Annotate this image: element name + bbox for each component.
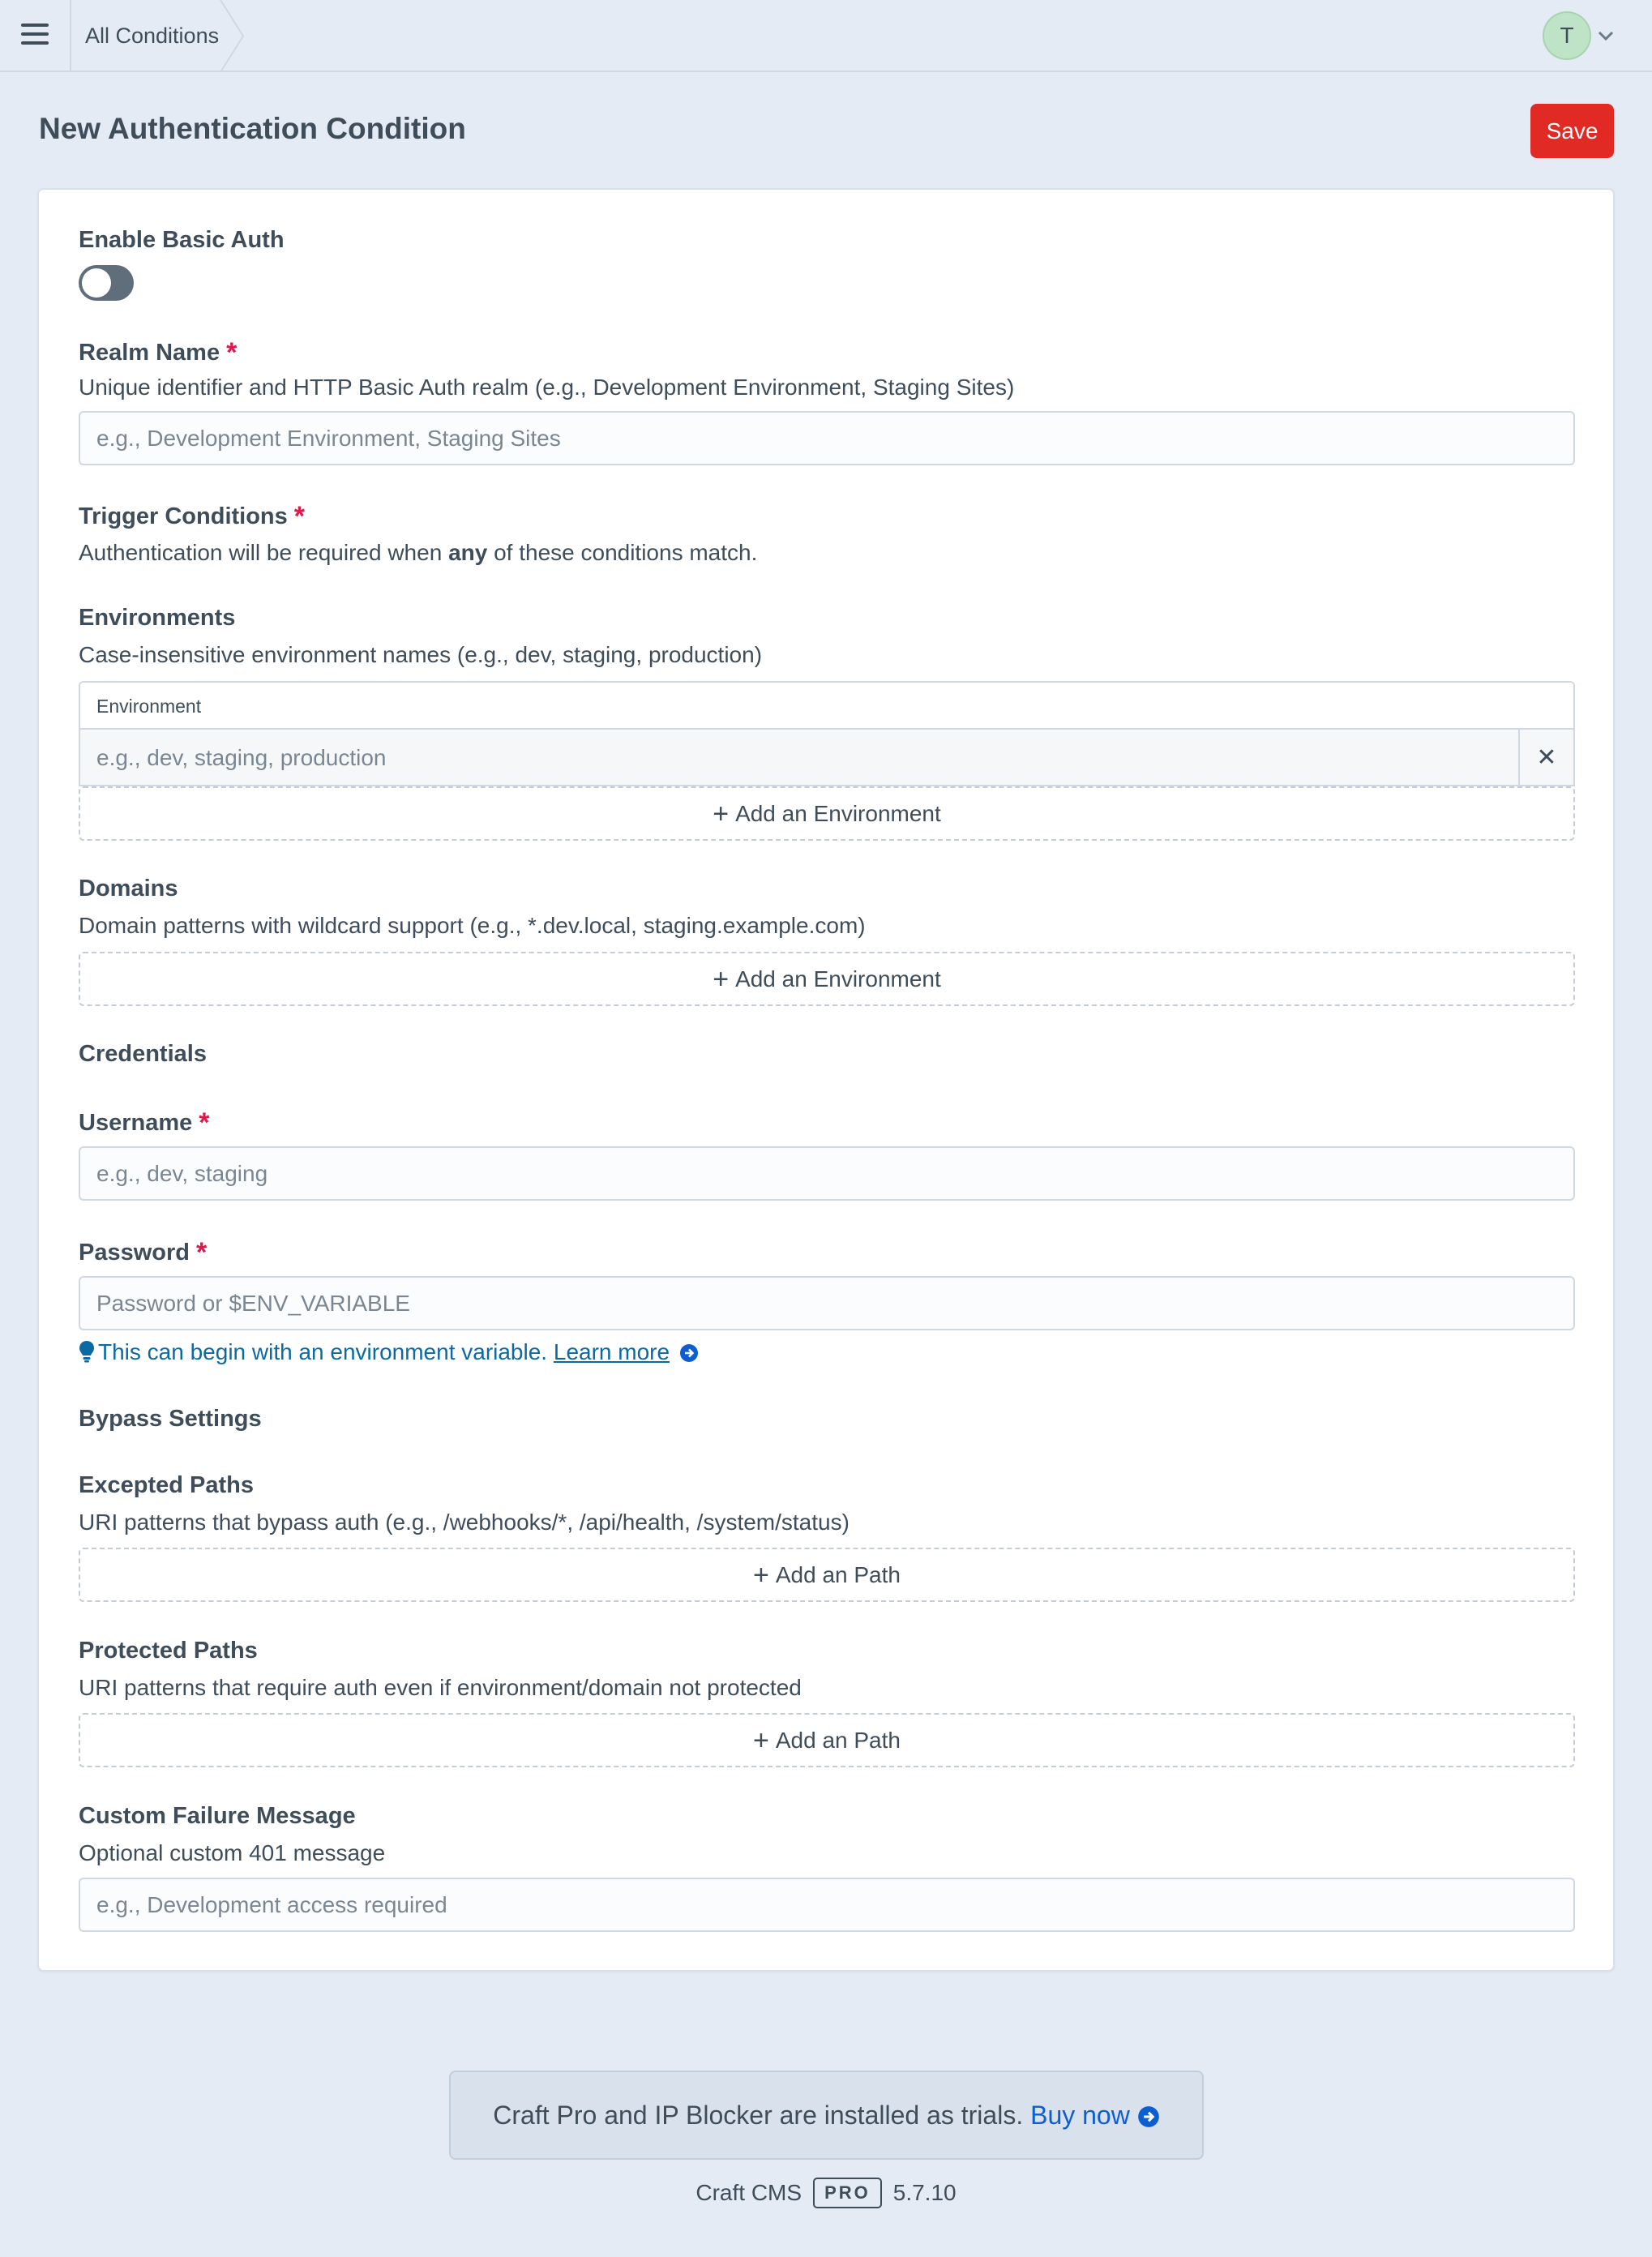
plus-icon: + (753, 1560, 769, 1591)
excepted-paths-label: Excepted Paths (79, 1472, 254, 1498)
username-input[interactable] (79, 1146, 1575, 1201)
custom-failure-input[interactable] (79, 1878, 1575, 1932)
trigger-conditions-label (79, 501, 305, 533)
protected-paths-instructions: URI patterns that require auth even if environment/domain not protected (79, 1675, 802, 1700)
environments-label: Environments (79, 605, 236, 631)
add-domain-label: Add an Environment (735, 966, 941, 991)
save-button[interactable]: Save (1530, 104, 1614, 158)
enable-basic-auth-toggle[interactable] (79, 265, 134, 301)
add-protected-path-label: Add an Path (775, 1728, 901, 1753)
table-row (80, 730, 1573, 786)
trigger-conditions-label-text: Trigger Conditions (79, 503, 288, 529)
tip-text: This can begin with an environment variable. (98, 1339, 548, 1364)
arrow-circle-right-icon[interactable] (679, 1343, 699, 1363)
lightbulb-icon (79, 1340, 95, 1363)
password-label (79, 1237, 207, 1269)
custom-failure-instructions: Optional custom 401 message (79, 1840, 386, 1865)
top-bar (0, 0, 1652, 72)
env-variable-tip (79, 1339, 699, 1365)
realm-name-input[interactable] (79, 411, 1575, 465)
app-name: Craft CMS (695, 2180, 802, 2205)
toggle-knob (82, 268, 111, 298)
breadcrumb-all-conditions[interactable]: All Conditions (85, 24, 220, 48)
hamburger-icon[interactable] (21, 24, 49, 48)
trial-notice (449, 2071, 1204, 2160)
add-environment-label: Add an Environment (735, 801, 941, 826)
form-card (37, 188, 1615, 1972)
username-label-text: Username (79, 1110, 193, 1136)
plus-icon: + (713, 964, 730, 995)
arrow-circle-right-icon[interactable] (1137, 2105, 1160, 2128)
instructions-text: Authentication will be required when (79, 540, 449, 565)
instructions-emphasis: any (448, 540, 488, 565)
buy-now-link[interactable]: Buy now (1030, 2101, 1130, 2130)
add-excepted-path-label: Add an Path (775, 1562, 901, 1587)
close-icon[interactable]: ✕ (1518, 730, 1573, 786)
plus-icon: + (753, 1725, 769, 1756)
required-mark: * (293, 501, 306, 532)
protected-paths-label: Protected Paths (79, 1638, 258, 1664)
realm-name-label-text: Realm Name (79, 340, 220, 366)
realm-name-label (79, 337, 237, 369)
version: 5.7.10 (892, 2180, 957, 2205)
credentials-heading: Credentials (79, 1041, 207, 1067)
breadcrumb-separator-icon (219, 0, 251, 72)
trial-text: Craft Pro and IP Blocker are installed as trials. (493, 2101, 1024, 2130)
add-protected-path-button[interactable] (79, 1713, 1575, 1767)
required-mark: * (226, 337, 238, 368)
domains-label: Domains (79, 876, 178, 902)
custom-failure-label: Custom Failure Message (79, 1803, 356, 1829)
domains-instructions: Domain patterns with wildcard support (e.g., *.dev.local, staging.example.com) (79, 913, 866, 938)
plus-icon: + (713, 799, 730, 829)
required-mark: * (199, 1107, 210, 1138)
environments-table (79, 681, 1575, 786)
chevron-down-icon[interactable] (1597, 29, 1615, 42)
password-label-text: Password (79, 1240, 190, 1266)
environments-instructions: Case-insensitive environment names (e.g., dev, staging, production) (79, 642, 763, 667)
environment-column-header: Environment (80, 683, 1573, 730)
required-mark: * (196, 1237, 208, 1268)
trigger-conditions-instructions (79, 540, 757, 566)
password-input[interactable] (79, 1276, 1575, 1330)
footer-version (0, 2178, 1652, 2208)
username-label (79, 1107, 209, 1139)
environment-input[interactable] (80, 730, 1518, 786)
learn-more-link[interactable]: Learn more (553, 1339, 670, 1364)
page-title: New Authentication Condition (39, 112, 466, 145)
realm-name-instructions: Unique identifier and HTTP Basic Auth realm (e.g., Development Environment, Staging Sites) (79, 375, 1015, 400)
add-domain-button[interactable] (79, 952, 1575, 1006)
add-environment-button[interactable] (79, 786, 1575, 841)
enable-basic-auth-label: Enable Basic Auth (79, 227, 285, 253)
add-excepted-path-button[interactable] (79, 1548, 1575, 1602)
bypass-settings-heading: Bypass Settings (79, 1406, 262, 1432)
instructions-text: of these conditions match. (487, 540, 758, 565)
edition-badge: PRO (813, 2178, 882, 2208)
excepted-paths-instructions: URI patterns that bypass auth (e.g., /webhooks/*, /api/health, /system/status) (79, 1510, 850, 1535)
avatar[interactable]: T (1543, 11, 1591, 60)
